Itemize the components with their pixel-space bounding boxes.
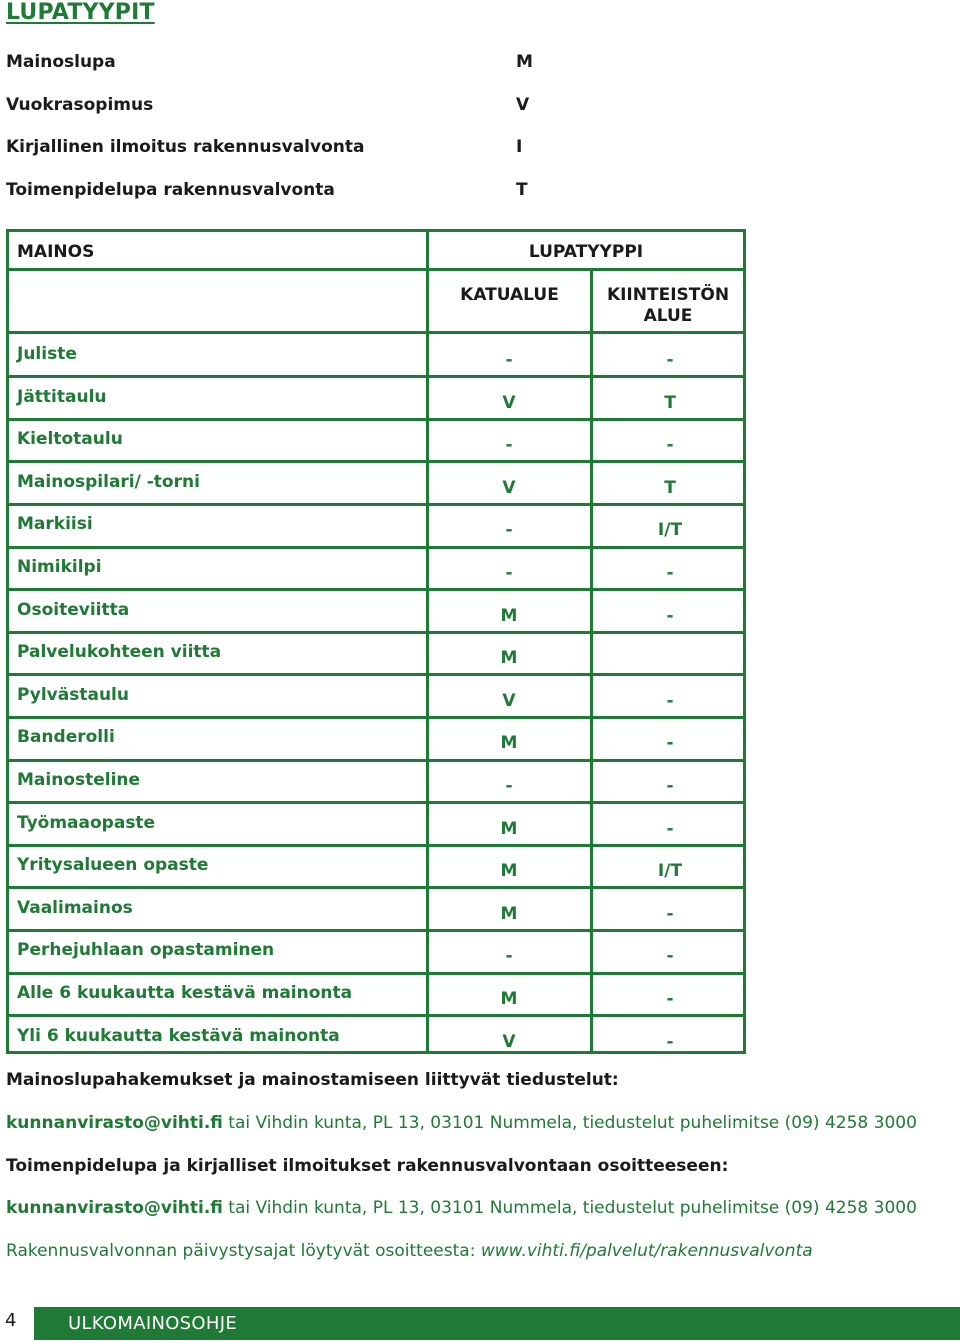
katualue-value: V xyxy=(502,392,516,413)
kiinteisto-value: T xyxy=(664,392,676,413)
row-divider xyxy=(9,588,743,591)
header-mainos: MAINOS xyxy=(17,242,95,262)
katualue-value: M xyxy=(500,903,518,924)
row-label: Nimikilpi xyxy=(17,557,102,577)
katualue-value: - xyxy=(505,563,513,583)
footer-title: ULKOMAINOSOHJE xyxy=(68,1313,237,1334)
row-label: Työmaaopaste xyxy=(17,812,156,833)
row-label: Yli 6 kuukautta kestävä mainonta xyxy=(17,1025,340,1046)
row-label: Pylvästaulu xyxy=(17,684,129,705)
contact-details: tai Vihdin kunta, PL 13, 03101 Nummela, tiedustelut puhelimitse (09) 4258 3000 xyxy=(222,1113,917,1133)
row-divider xyxy=(9,460,743,463)
header-katualue: KATUALUE xyxy=(460,285,559,305)
kiinteisto-value: - xyxy=(666,818,674,839)
row-divider xyxy=(9,929,743,932)
row-label: Juliste xyxy=(17,344,77,364)
kiinteisto-value: - xyxy=(666,350,674,370)
permit-table xyxy=(6,229,746,1054)
katualue-value: - xyxy=(505,946,513,967)
legend-code: I xyxy=(516,137,523,157)
row-divider xyxy=(9,716,743,719)
katualue-value: - xyxy=(505,520,513,541)
row-label: Mainosteline xyxy=(17,770,141,790)
legend-code: T xyxy=(516,180,528,200)
katualue-value: V xyxy=(502,1031,516,1052)
legend-label: Kirjallinen ilmoitus rakennusvalvonta xyxy=(6,137,365,157)
row-divider xyxy=(9,886,743,889)
row-divider xyxy=(9,1014,743,1017)
page-number: 4 xyxy=(5,1310,17,1331)
row-label: Yritysalueen opaste xyxy=(17,855,209,876)
legend-label: Vuokrasopimus xyxy=(6,95,154,115)
katualue-value: M xyxy=(500,989,518,1009)
kiinteisto-value: I/T xyxy=(657,520,683,541)
page-title: LUPATYYPIT xyxy=(6,0,155,25)
kiinteisto-value: - xyxy=(666,946,674,967)
katualue-value: - xyxy=(505,350,513,370)
row-divider xyxy=(9,972,743,975)
row-divider xyxy=(9,375,743,378)
katualue-value: V xyxy=(502,690,516,711)
kiinteisto-value: - xyxy=(666,733,674,754)
katualue-value: M xyxy=(500,648,518,669)
katualue-value: V xyxy=(502,477,516,498)
katualue-value: M xyxy=(500,818,518,839)
kiinteisto-value: - xyxy=(666,563,674,583)
row-divider xyxy=(9,418,743,421)
email-link[interactable]: kunnanvirasto@vihti.fi xyxy=(6,1113,223,1133)
row-divider xyxy=(9,673,743,676)
katualue-value: M xyxy=(500,733,518,754)
table-divider xyxy=(9,331,743,334)
header-kiinteiston-line2: ALUE xyxy=(643,306,693,326)
table-divider xyxy=(9,268,743,271)
row-label: Alle 6 kuukautta kestävä mainonta xyxy=(17,983,353,1003)
row-divider xyxy=(9,801,743,804)
row-divider xyxy=(9,546,743,549)
row-label: Palvelukohteen viitta xyxy=(17,642,222,663)
kiinteisto-value: T xyxy=(664,477,676,498)
kiinteisto-value: - xyxy=(666,435,674,456)
contact-details: tai Vihdin kunta, PL 13, 03101 Nummela, tiedustelut puhelimitse (09) 4258 3000 xyxy=(222,1198,917,1218)
row-divider xyxy=(9,503,743,506)
info-contact-line-1 xyxy=(6,1113,917,1133)
row-label: Vaalimainos xyxy=(17,897,133,918)
row-label: Perhejuhlaan opastaminen xyxy=(17,940,275,961)
kiinteisto-value: I/T xyxy=(657,861,683,882)
header-lupatyyppi: LUPATYYPPI xyxy=(528,242,644,262)
katualue-value: - xyxy=(505,435,513,456)
row-label: Banderolli xyxy=(17,727,115,748)
row-label: Kieltotaulu xyxy=(17,429,123,450)
row-label: Markiisi xyxy=(17,514,93,535)
info-heading-rakennusvalvonta: Toimenpidelupa ja kirjalliset ilmoitukset rakennusvalvontaan osoitteeseen: xyxy=(6,1156,729,1176)
kiinteisto-value: - xyxy=(666,1031,674,1052)
row-divider xyxy=(9,844,743,847)
katualue-value: - xyxy=(505,776,513,796)
row-divider xyxy=(9,759,743,762)
legend-label: Mainoslupa xyxy=(6,52,116,72)
header-kiinteiston-line1: KIINTEISTÖN xyxy=(606,285,730,305)
website-link[interactable]: www.vihti.fi/palvelut/rakennusvalvonta xyxy=(480,1241,813,1261)
row-label: Jättitaulu xyxy=(17,386,107,407)
email-link[interactable]: kunnanvirasto@vihti.fi xyxy=(6,1198,223,1218)
legend-code: M xyxy=(516,52,533,72)
legend-label: Toimenpidelupa rakennusvalvonta xyxy=(6,180,335,200)
office-hours-text: Rakennusvalvonnan päivystysajat löytyvät osoitteesta: xyxy=(6,1241,481,1261)
kiinteisto-value: - xyxy=(666,989,674,1009)
kiinteisto-value: - xyxy=(666,776,674,796)
info-office-hours xyxy=(6,1241,813,1261)
katualue-value: M xyxy=(500,605,518,626)
table-divider xyxy=(590,268,593,1051)
katualue-value: M xyxy=(500,861,518,882)
kiinteisto-value: - xyxy=(666,605,674,626)
row-label: Osoiteviitta xyxy=(17,599,130,620)
row-divider xyxy=(9,631,743,634)
info-contact-line-2 xyxy=(6,1198,917,1218)
kiinteisto-value: - xyxy=(666,690,674,711)
info-heading-mainoslupa: Mainoslupahakemukset ja mainostamiseen liittyvät tiedustelut: xyxy=(6,1070,619,1090)
legend-code: V xyxy=(516,95,530,115)
footer-bar xyxy=(34,1307,960,1340)
header-kiinteiston-alue xyxy=(593,285,743,327)
kiinteisto-value: - xyxy=(666,903,674,924)
row-label: Mainospilari/ -torni xyxy=(17,471,200,492)
